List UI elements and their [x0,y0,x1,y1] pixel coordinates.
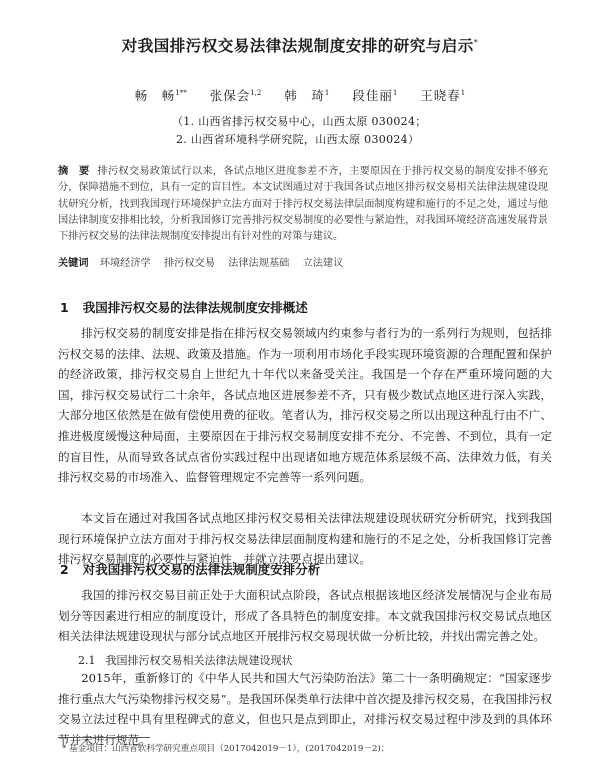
footnote-divider [58,737,150,738]
section-heading: 1 我国排污权交易的法律法规制度安排概述 [60,300,308,315]
abstract-text: 排污权交易政策试行以来，各试点地区进度参差不齐，主要原因在于排污权交易的制度安排不够充分，保障措施不到位，具有一定的盲目性。本文试图通过对于我国各试点地区排污权交易相关法律法规建设现状研究分析，找到我国现行环境保护立法方面对于排污权交易法律层面制度构建和施行的不足之处，通过与他国法律制度安排相比较，分析我国修订完善排污权交易制度的必要性与紧迫性，对我国环境经济高速发展背景下排污权交易的法律法规制度安排提出有针对性的对策与建议。 [58,166,549,243]
keyword: 法律法规基础 [228,258,290,269]
keyword: 环境经济学 [99,258,151,269]
author: 王晓春$^1$ [420,88,466,103]
author: 韩 琦$^1$ [284,88,330,103]
keyword: 排污权交易 [164,258,215,269]
body-paragraph: 本文旨在通过对我国各试点地区排污权交易相关法律法规建设现状研究分析研究，找到我国现行环境保护立法方面对于排污权交易法律层面制度构建和施行的不足之处，分析我国修订完善排污权交易制度的必要性与紧迫性，并就立法要点提出建议。 [58,511,552,567]
keywords-block [58,254,548,269]
author-list [100,86,500,104]
author: 张保会$^{1,2}$ [209,88,262,103]
abstract-block [58,164,548,245]
keyword: 立法建议 [302,258,344,269]
paper-title-text: 对我国排污权交易法律法规制度安排的研究与启示 [121,37,474,55]
author: 段佳丽$^1$ [352,88,398,103]
affiliation-line: 2. 山西省环境科学研究院，山西太原 030024） [176,133,420,146]
abstract-label: 摘 要 [58,166,90,177]
title-footnote-mark: * [473,38,479,47]
paper-title [40,34,560,56]
footnote-funding: * 基金项目：山西省软科学研究重点项目（2017042019－1），(2017042019－2)； [62,744,390,754]
body-paragraph: 排污权交易的制度安排是指在排污权交易领域内约束参与者行为的一系列行为规则，包括排污权交易的法律、法规、政策及措施。作为一项利用市场化手段实现环境资源的合理配置和保护的经济政策，排污权交易自上世纪九十年代以来备受关注。我国是一个存在严重环境问题的大国，排污权交易试行二十余年，各试点地区进展参差不齐，只有极少数试点地区进行深入实践，大部分地区依然是在做有偿使用费的征收。笔者认为，排污权交易之所以出现这种乱行由不广、推进极度缓慢这种局面，主要原因在于排污权交易制度安排不充分、不完善、不到位，具有一定的盲目性，从而导致各试点省份实践过程中出现诸如地方规范体系层级不高、法律效力低，有关排污权交易的市场准入、监督管理规定不完善等一系列问题。 [58,326,552,485]
keywords-label: 关键词 [58,258,89,269]
body-paragraph: 2015年，重新修订的《中华人民共和国大气污染防治法》第二十一条明确规定：“国家逐步推行重点大气污染物排污权交易”。是我国环保类单行法律中首次提及排污权交易，在我国排污权交易立法过程中具有里程碑式的意义，但也只是点到即止，对排污权交易过程中涉及到的具体环节并未进行规范。 [58,671,552,747]
author: 畅 畅$^{1**}$ [134,88,187,103]
affiliation-line: （1. 山西省排污权交易中心，山西太原 030024； [172,115,427,128]
subsection-heading: 2.1 我国排污权交易相关法律法规建设现状 [78,654,293,667]
section-heading: 2 对我国排污权交易的法律法规制度安排分析 [60,562,321,577]
body-paragraph: 我国的排污权交易目前正处于大面积试点阶段，各试点根据该地区经济发展情况与企业布局划分等因素进行相应的制度设计，形成了各具特色的制度安排。本文就我国排污权交易试点地区相关法律法规建设现状与部分试点地区开展排污权交易现状做一分析比较，并找出需完善之处。 [58,588,552,644]
